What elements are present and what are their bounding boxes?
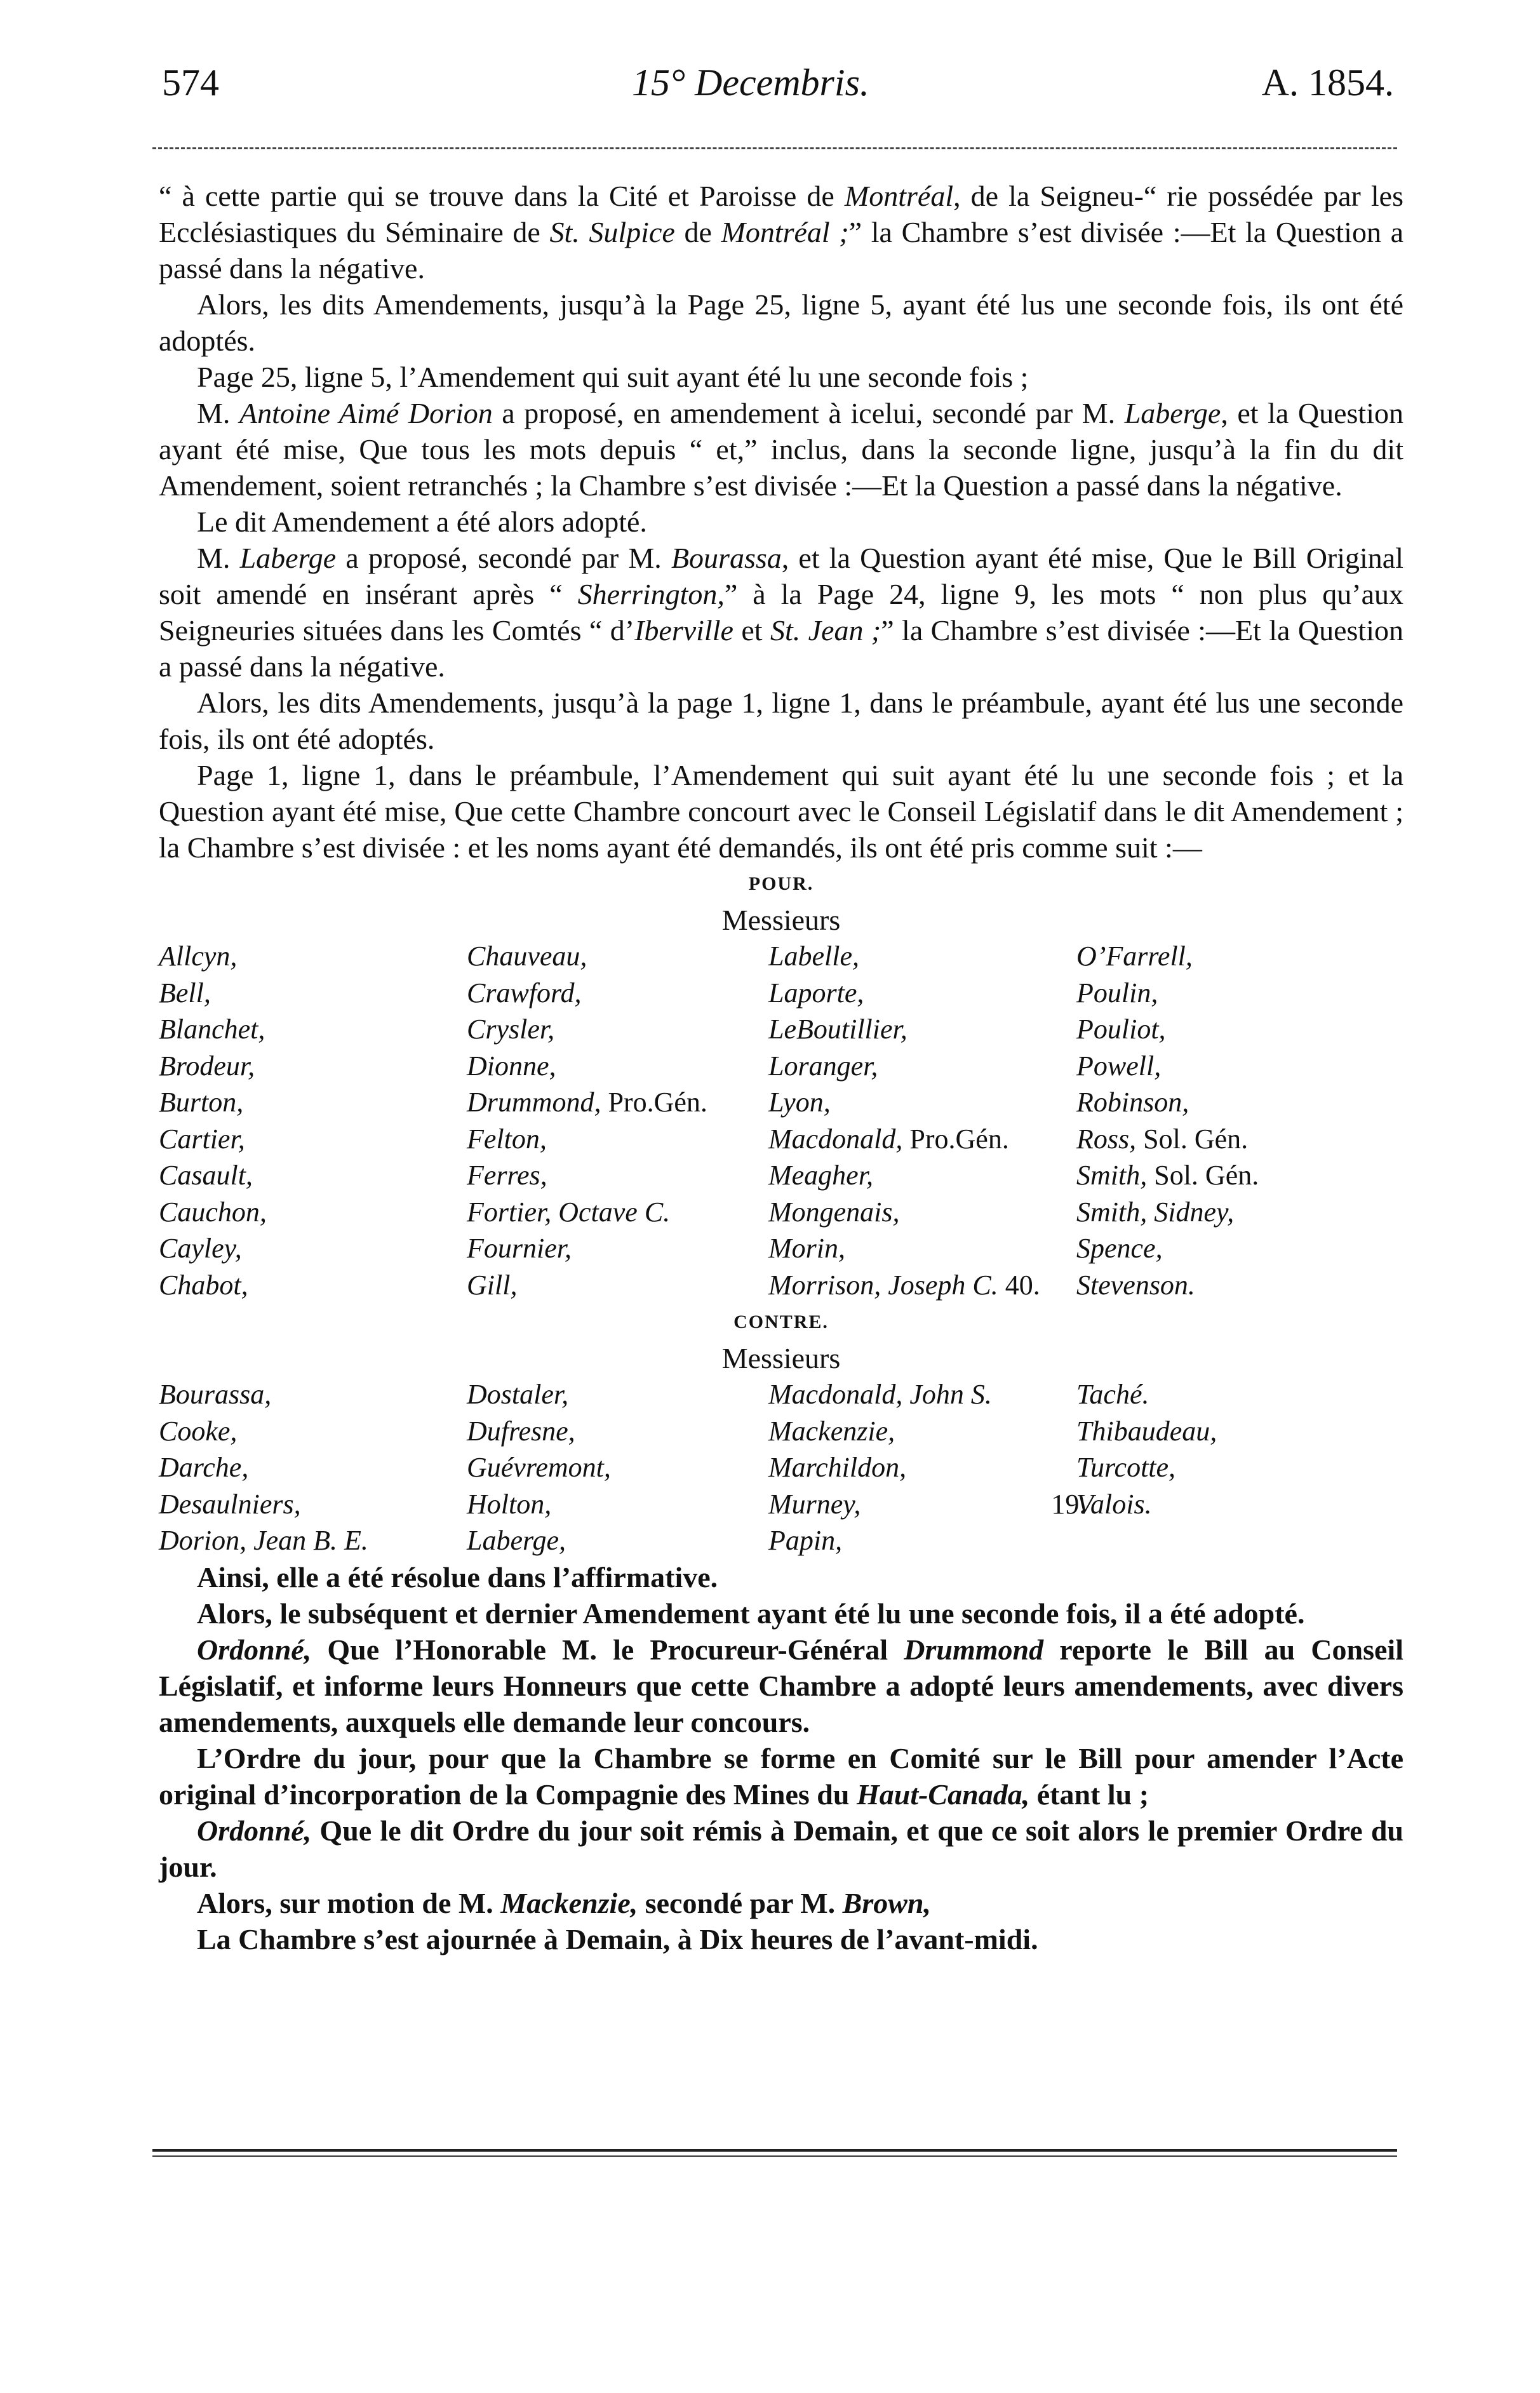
name-entry: Cooke, (159, 1415, 238, 1447)
name-entry: Cartier, (159, 1123, 245, 1155)
name-entry: Burton, (159, 1087, 244, 1118)
paragraph: Alors, les dits Amendements, jusqu’à la Page 25, ligne 5, ayant été lus une seconde fois, ils ont été adoptés. (159, 288, 1403, 357)
header-year: A. 1854. (1261, 62, 1394, 104)
name-entry: Holton, (467, 1488, 552, 1520)
page-number: 574 (162, 62, 219, 104)
name-entry: Blanchet, (159, 1014, 265, 1045)
pour-column-4 (1076, 938, 1259, 1303)
paragraph: M. Antoine Aimé Dorion a proposé, en amendement à icelui, secondé par M. Laberge, et la Question ayant été mise, Que tous les mots depuis “ et,” inclus, dans la seconde ligne, jusqu’à la fin du dit Amendement, soient retranchés ; la Chambre s’est divisée :—Et la Question a passé dans la négative. (159, 397, 1403, 502)
name-entry: Guévremont, (467, 1452, 611, 1483)
header-date: 15° Decembris. (632, 62, 869, 104)
name-entry: Poulin, (1076, 977, 1158, 1009)
page-header (162, 61, 1400, 112)
name-entry: Dostaler, (467, 1379, 569, 1410)
paragraph: “ à cette partie qui se trouve dans la Cité et Paroisse de Montréal, de la Seigneu-“ rie possédée par les Ecclésiastiques du Séminaire de St. Sulpice de Montréal ;” la Chambre s’est divisée :—Et la Question a passé dans la négative. (159, 180, 1404, 285)
paragraph: L’Ordre du jour, pour que la Chambre se forme en Comité sur le Bill pour amender l’Acte original d’incorporation de la Compagnie des Mines du Haut-Canada, étant lu ; (159, 1742, 1403, 1811)
name-entry: Robinson, (1076, 1087, 1189, 1118)
name-entry: Mongenais, (768, 1196, 900, 1228)
paragraph: Ainsi, elle a été résolue dans l’affirmative. (197, 1561, 718, 1593)
name-entry: Turcotte, (1076, 1452, 1176, 1483)
name-entry: Powell, (1076, 1050, 1162, 1082)
pour-names (159, 938, 1403, 1304)
name-entry: Taché. (1076, 1379, 1149, 1410)
paragraph: La Chambre s’est ajournée à Demain, à Dix heures de l’avant-midi. (197, 1923, 1038, 1955)
name-entry: Ferres, (467, 1160, 547, 1191)
paragraph: Page 1, ligne 1, dans le préambule, l’Amendement qui suit ayant été lu une seconde fois ; et la Question ayant été mise, Que cette Chambre concourt avec le Conseil Législatif dans le dit Amendement ; la Chambre s’est divisée : et les noms ayant été demandés, ils ont été pris comme suit :— (159, 759, 1403, 864)
page-body (159, 178, 1403, 1957)
name-entry: Gill, (467, 1269, 518, 1301)
name-entry: Fournier, (467, 1233, 572, 1264)
name-entry: Crawford, (467, 977, 582, 1009)
name-entry: Spence, (1076, 1233, 1163, 1264)
pour-column-3 (768, 938, 1040, 1303)
name-entry: Bell, (159, 977, 211, 1009)
name-entry: Morin, (768, 1233, 845, 1264)
name-entry: Cayley, (159, 1233, 242, 1264)
contre-names (159, 1376, 1403, 1559)
name-entry: Thibaudeau, (1076, 1415, 1217, 1447)
paragraph: Ordonné, Que l’Honorable M. le Procureur-Général Drummond reporte le Bill au Conseil Législatif, et informe leurs Honneurs que cette Chambre a adopté leurs amendements, avec divers amendements, auxquels elle demande leur concours. (159, 1633, 1403, 1738)
name-entry: Smith, Sidney, (1076, 1196, 1235, 1228)
name-entry: Loranger, (768, 1050, 878, 1082)
paragraph: M. Laberge a proposé, secondé par M. Bourassa, et la Question ayant été mise, Que le Bill Original soit amendé en insérant après “ Sherrington,” à la Page 24, ligne 9, les mots “ non plus qu’aux Seigneuries situées dans les Comtés “ d’Iberville et St. Jean ;” la Chambre s’est divisée :—Et la Question a passé dans la négative. (159, 542, 1404, 683)
name-entry: Stevenson. (1076, 1269, 1195, 1301)
name-entry: Brodeur, (159, 1050, 255, 1082)
name-entry: Laporte, (768, 977, 864, 1009)
pour-heading: POUR. (748, 873, 814, 894)
contre-column-3 (768, 1376, 1086, 1559)
paragraph: Alors, sur motion de M. Mackenzie, secondé par M. Brown, (197, 1887, 931, 1919)
name-entry: Crysler, (467, 1014, 555, 1045)
name-entry: Allcyn, (159, 941, 238, 972)
name-entry: Smith, Sol. Gén. (1076, 1160, 1259, 1191)
name-entry: Darche, (159, 1452, 249, 1483)
name-entry: Felton, (467, 1123, 547, 1155)
contre-count: 19. (1051, 1488, 1087, 1520)
name-entry: Desaulniers, (159, 1488, 301, 1520)
name-entry: Dorion, Jean B. E. (159, 1525, 368, 1556)
pour-count: 40. (998, 1269, 1040, 1301)
name-entry: Drummond, Pro.Gén. (467, 1087, 707, 1118)
name-entry: Macdonald, John S. (768, 1379, 992, 1410)
name-entry: Mackenzie, (768, 1415, 895, 1447)
name-entry: Casault, (159, 1160, 253, 1191)
pour-column-2 (467, 938, 707, 1303)
paragraph: Alors, le subséquent et dernier Amendement ayant été lu une seconde fois, il a été adopté. (197, 1597, 1305, 1630)
name-entry: Murney, 19. (768, 1488, 1087, 1520)
name-entry: Marchildon, (768, 1452, 907, 1483)
pour-messieurs: Messieurs (721, 904, 841, 936)
pour-column-1 (159, 938, 267, 1303)
name-entry: Cauchon, (159, 1196, 267, 1228)
contre-messieurs: Messieurs (721, 1342, 841, 1374)
name-entry: Chabot, (159, 1269, 248, 1301)
footer-rule (152, 2149, 1397, 2152)
name-entry: Valois. (1076, 1488, 1152, 1520)
name-entry: Meagher, (768, 1160, 873, 1191)
closing-section (159, 1559, 1403, 1957)
name-entry: O’Farrell, (1076, 941, 1193, 972)
name-entry: Laberge, (467, 1525, 566, 1556)
name-entry: Macdonald, Pro.Gén. (768, 1123, 1009, 1155)
name-entry: Ross, Sol. Gén. (1076, 1123, 1249, 1155)
header-rule (152, 147, 1397, 149)
contre-column-4 (1076, 1376, 1217, 1522)
paragraph: Le dit Amendement a été alors adopté. (197, 506, 647, 538)
name-entry: LeBoutillier, (768, 1014, 907, 1045)
name-entry: Bourassa, (159, 1379, 272, 1410)
name-entry: Papin, (768, 1525, 843, 1556)
name-entry: Labelle, (768, 941, 859, 972)
paragraph: Alors, les dits Amendements, jusqu’à la page 1, ligne 1, dans le préambule, ayant été lus une seconde fois, ils ont été adoptés. (159, 687, 1403, 755)
contre-heading: CONTRE. (733, 1311, 829, 1332)
paragraph: Ordonné, Que le dit Ordre du jour soit rémis à Demain, et que ce soit alors le premier Ordre du jour. (159, 1814, 1403, 1883)
name-entry: Dufresne, (467, 1415, 575, 1447)
name-entry: Lyon, (768, 1087, 831, 1118)
name-entry: Fortier, Octave C. (467, 1196, 671, 1228)
paragraph: Page 25, ligne 5, l’Amendement qui suit ayant été lu une seconde fois ; (197, 361, 1029, 393)
name-entry: Chauveau, (467, 941, 587, 972)
contre-column-2 (467, 1376, 611, 1559)
name-entry: Pouliot, (1076, 1014, 1166, 1045)
name-entry: Dionne, (467, 1050, 556, 1082)
name-entry: Morrison, Joseph C. 40. (768, 1269, 1040, 1301)
contre-column-1 (159, 1376, 368, 1559)
footer-rule-thin (152, 2155, 1397, 2157)
